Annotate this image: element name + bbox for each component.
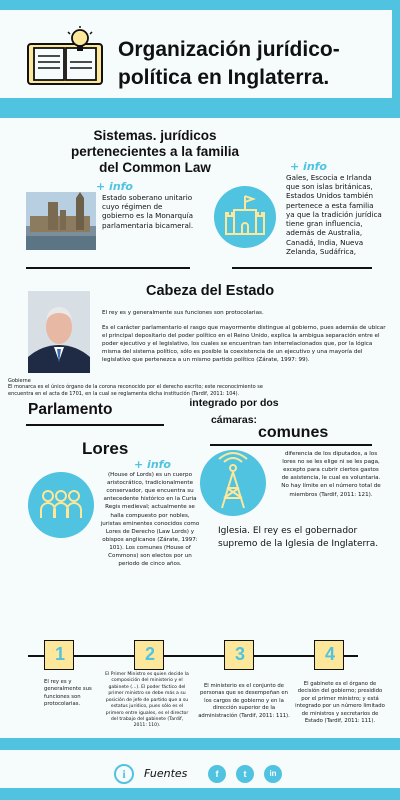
antenna-circle — [200, 450, 266, 516]
page-title-line2: política en Inglaterra. — [118, 66, 330, 90]
parlamento-title: Parlamento — [28, 401, 113, 418]
timeline-cube-2 — [134, 640, 164, 670]
parliament-photo — [26, 192, 96, 250]
timeline-line — [28, 655, 358, 657]
timeline-cube-3 — [224, 640, 254, 670]
parlamento-sub-l1: integrado por dos — [189, 397, 279, 409]
fuentes-link[interactable]: Fuentes — [144, 767, 188, 780]
divider-1 — [26, 267, 190, 269]
parlamento-sub-l2: cámaras: — [210, 413, 258, 426]
common-law-left-text: Estado soberano unitario cuyo régimen de gobierno es la Monarquía parlamentaria bicameral. — [102, 193, 194, 230]
timeline-text-2: El Primer Ministro es quien decide la composición del ministerio y el gabinete (...). El poder fáctico del primer ministro se debe más a su posición de jefe de partido que a su estatus jurídico, pues sólo es el primero entre iguales, es el director del trabajo del gabinete (Tardif, 2011: 110). — [105, 672, 189, 729]
divider-3 — [26, 424, 164, 426]
people-icon — [28, 472, 94, 538]
lores-title: Lores — [82, 439, 129, 458]
gobierno-label: Gobierne — [8, 378, 31, 384]
book-bulb-icon — [22, 26, 106, 88]
info-circle-icon[interactable]: i — [114, 764, 134, 784]
info-link-right[interactable]: + info — [290, 160, 327, 173]
cabeza-p2: Es el carácter parlamentario el rasgo que mayormente distingue al gobierno, pues además de ubicar el principal depositario del poder político en el Reino Unido, explica la ambigua separación entre el poder ejecutivo y el legislativo, los cuales se encuentran tan interrelacionados que, por la lógica misma del sistema político, sólo es posible la coexistencia de un ejecutivo y una mayoría del legislativo que pertenezca a un mismo partido político (Zárate, 1997: 99). — [102, 325, 386, 364]
timeline-num-1: 1 — [54, 644, 65, 664]
footer-band-top — [0, 738, 400, 750]
common-law-title-l3: del Common Law — [99, 160, 211, 176]
timeline-cube-4 — [314, 640, 344, 670]
castle-icon — [214, 186, 276, 248]
twitter-icon[interactable]: t — [236, 765, 254, 783]
common-law-title-l2: pertenecientes a la familia — [70, 144, 240, 160]
timeline-text-1: El rey es y generalmente sus funciones son protocolarias. — [44, 679, 92, 708]
page-title-line1: Organización jurídico- — [118, 38, 340, 61]
linkedin-icon[interactable]: in — [264, 765, 282, 783]
comunes-title: comunes — [258, 424, 329, 441]
common-law-right-text: Gales, Escocia e Irlanda que son islas británicas, Estados Unidos también pertenece a esta familia ya que la tradición jurídica tiene gran influencia, además de Australia, Canadá, India, Nueva Zelanda, Sudáfrica, — [286, 173, 382, 256]
timeline-text-3: El ministerio es el conjunto de personas que se desempeñan en los cargos de gobierno y en la dirección superior de la administración (Tardif, 2011: 111). — [198, 683, 290, 719]
comunes-text: diferencia de los diputados, a los lores no se les elige ni se les paga, excepto para cubrir ciertos gastos de asistencia, le cual es voluntaria. No hay límite en el número total de miembros (Tardif, 2011: 121). — [281, 451, 381, 498]
gobierno-text: El monarca es el único órgano de la corona reconocido por el derecho escrito; este reconocimiento se encuentra en el acta de 1701, en la cual se reglamenta dicha institución (Tardif, 2011: 104). — [8, 384, 263, 397]
king-photo — [28, 291, 90, 373]
footer-band-bottom — [0, 788, 400, 800]
info-link-lores[interactable]: + info — [134, 458, 171, 471]
lores-text: (House of Lords) es un cuerpo aristocrático, tradicionalmente conservador, que encuentra su antecedente histórico en la Curia Regis medieval; actualmente se halla compuesto por nobles, juristas eminentes conocidos como Lores de Derecho (Law Lords) y obispos anglicanos (Zárate, 1997: 101). Los comunes (House of Commons) son electos por un periodo de cinco años. — [100, 472, 200, 568]
page-title — [118, 36, 388, 93]
divider-2 — [232, 267, 372, 269]
facebook-icon[interactable]: f — [208, 765, 226, 783]
divider-4 — [210, 444, 372, 446]
timeline-text-4: El gabinete es el órgano de decisión del gobierno; presidido por el primer ministro; y está integrado por un número limitado de ministros y secretarios de Estado (Tardif, 2011: 111). — [295, 681, 385, 725]
timeline-num-4: 4 — [324, 644, 335, 664]
common-law-title — [30, 128, 280, 177]
castle-circle — [214, 186, 276, 248]
cabeza-title: Cabeza del Estado — [146, 283, 275, 299]
timeline-num-2: 2 — [144, 644, 155, 664]
cabeza-p1: El rey es y generalmente sus funciones son protocolarias. — [102, 310, 264, 316]
antenna-icon — [200, 450, 266, 516]
iglesia-text: Iglesia. El rey es el gobernador supremo de la Iglesia de Inglaterra. — [218, 526, 379, 550]
info-link-left[interactable]: + info — [96, 180, 133, 193]
people-circle — [28, 472, 94, 538]
timeline-cube-1 — [44, 640, 74, 670]
common-law-title-l1: Sistemas. jurídicos — [93, 128, 217, 143]
timeline-num-3: 3 — [234, 644, 245, 664]
